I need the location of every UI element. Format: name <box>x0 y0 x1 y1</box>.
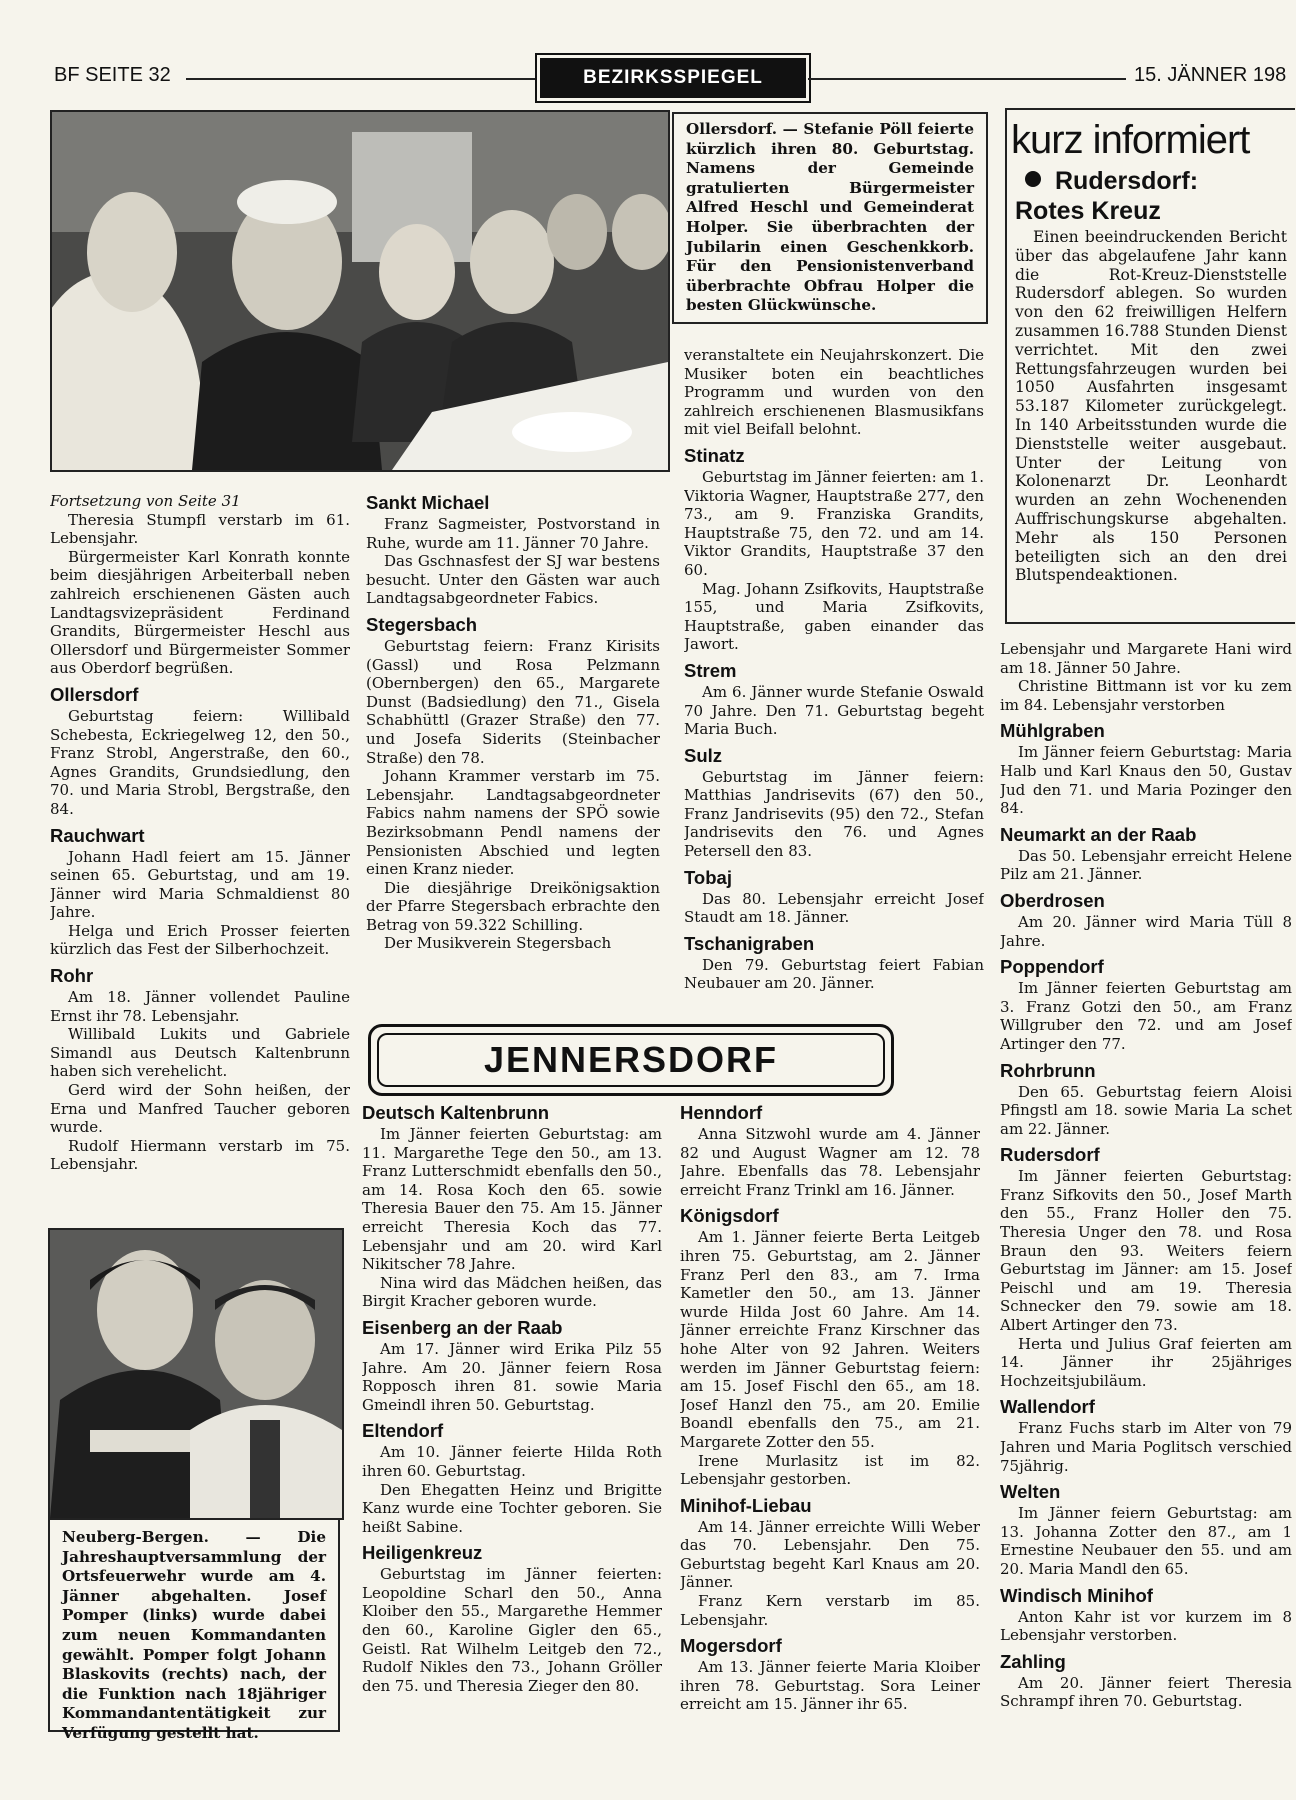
header-rule-right <box>808 78 1126 80</box>
section-label: BEZIRKSSPIEGEL <box>540 58 806 98</box>
column-6 <box>1000 640 1292 1730</box>
paragraph: Theresia Stumpfl verstarb im 61. Lebensjahr. <box>50 510 350 548</box>
kurz-heading2: Rotes Kreuz <box>1015 197 1161 225</box>
photo2-caption-text: Neuberg-Bergen. — Die Jahreshauptversammlung der Ortsfeuerwehr wurde am 4. Jänner abgehalten. Josef Pomper (links) wurde dabei zum neuen Kommandanten gewählt. Pomper folgt Johann Blaskovits (rechts) nach, der die Funktion nach 18jähriger Kommandantentätigkeit zur Verfügung gestellt hat. <box>62 1528 326 1742</box>
heading-rohrbrunn: Rohrbrunn <box>1000 1059 1096 1081</box>
heading-oberdrosen: Oberdrosen <box>1000 889 1105 911</box>
paragraph: Geburtstag im Jänner feiern: Matthias Jandrisevits (67) den 50., Franz Jandrisevits (95) den 72., Stefan Jandrisevits den 76. und Agnes Petersell den 83. <box>684 767 984 861</box>
heading-strem: Strem <box>684 659 737 681</box>
heading-rauchwart: Rauchwart <box>50 824 145 846</box>
paragraph: Am 20. Jänner wird Maria Tüll 8 Jahre. <box>1000 912 1292 950</box>
continuation-note: Fortsetzung von Seite 31 <box>50 492 241 510</box>
banner-title: JENNERSDORF <box>377 1033 885 1087</box>
paragraph: Franz Sagmeister, Postvorstand in Ruhe, wurde am 11. Jänner 70 Jahre. <box>366 515 660 552</box>
paragraph: Im Jänner feierten Geburtstag am 3. Franz Gotzi den 50., am Franz Willgruber den 72. und am Josef Artinger den 77. <box>1000 979 1292 1053</box>
paragraph: Im Jänner feierten Geburtstag: am 11. Margarethe Tege den 50., am 13. Franz Lutterschmidt ebenfalls den 50., am 14. Rosa Koch den 65. sowie Theresia Bauer den 75. Am 15. Jänner erreicht Theresia Koch das 77. Lebensjahr und am 20. wird Karl Nikitscher 78 Jahre. <box>362 1125 662 1274</box>
paragraph: Am 17. Jänner wird Erika Pilz 55 Jahre. Am 20. Jänner feiern Rosa Ropposch ihren 81. sowie Maria Gmeindl ihren 50. Geburtstag. <box>362 1339 662 1414</box>
paragraph: Geburtstag im Jänner feierten: am 1. Viktoria Wagner, Hauptstraße 277, den 73., am 9. Franziska Grandits, Hauptstraße 75, den 72. und am 14. Viktor Grandits, Hauptstraße 37 den 60. <box>684 467 984 579</box>
birthday-photo-image <box>52 112 668 470</box>
heading-sulz: Sulz <box>684 744 723 766</box>
kurz-informiert-box <box>1005 108 1295 624</box>
heading-eisenberg: Eisenberg an der Raab <box>362 1316 563 1338</box>
paragraph: Am 10. Jänner feierte Hilda Roth ihren 60. Geburtstag. <box>362 1443 662 1480</box>
issue-date: 15. JÄNNER 198 <box>1134 64 1287 86</box>
heading-heiligenkreuz: Heiligenkreuz <box>362 1542 483 1564</box>
paragraph: Im Jänner feiern Geburtstag: am 13. Johanna Zotter den 87., am 1 Ernestine Neubauer den 55. und am 20. Maria Mandl den 65. <box>1000 1504 1292 1578</box>
heading-henndorf: Henndorf <box>680 1102 763 1123</box>
paragraph: Helga und Erich Prosser feierten kürzlich das Fest der Silberhochzeit. <box>50 921 350 959</box>
paragraph: Am 14. Jänner erreichte Willi Weber das 70. Lebensjahr. Den 75. Geburtstag begeht Karl Knaus am 20. Jänner. <box>680 1517 980 1592</box>
paragraph: Den Ehegatten Heinz und Brigitte Kanz wurde eine Tochter geboren. Sie heißt Sabine. <box>362 1480 662 1536</box>
kurz-title: kurz informiert <box>1011 118 1250 162</box>
heading-poppendorf: Poppendorf <box>1000 956 1104 978</box>
heading-tschanigraben: Tschanigraben <box>684 932 815 954</box>
paragraph: Christine Bittmann ist vor ku zem im 84. Lebensjahr verstorben <box>1000 677 1292 714</box>
paragraph: Geburtstag feiern: Willibald Schebesta, Eckriegelweg 12, den 50., Franz Strobl, Angerstraße, den 60., Agnes Grandits, Grundsiedlung, den 70. und Maria Strobl, Bergstraße, den 84. <box>50 706 350 818</box>
paragraph: Geburtstag im Jänner feierten: Leopoldine Scharl den 50., Anna Kloiber den 55., Margarethe Hemmer den 60., Karoline Gigler den 65., Geistl. Rat Wilhelm Leitgeb den 72., Rudolf Nikles den 73., Johann Gröller den 75. und Theresia Zieger den 80. <box>362 1565 662 1695</box>
paragraph: Franz Kern verstarb im 85. Lebensjahr. <box>680 1592 980 1629</box>
paragraph: Irene Murlasitz ist im 82. Lebensjahr gestorben. <box>680 1451 980 1489</box>
paragraph: Den 65. Geburtstag feiern Aloisi Pfingstl am 18. sowie Maria La schet am 22. Jänner. <box>1000 1082 1292 1138</box>
header-rule-left <box>186 78 536 80</box>
column-5 <box>680 1102 980 1722</box>
paragraph: Rudolf Hiermann verstarb im 75. Lebensjahr. <box>50 1136 350 1174</box>
paragraph: Den 79. Geburtstag feiert Fabian Neubauer am 20. Jänner. <box>684 955 984 993</box>
heading-rohr: Rohr <box>50 965 94 987</box>
photo1-caption <box>672 112 988 324</box>
bullet-icon <box>1025 171 1041 187</box>
paragraph: Das 80. Lebensjahr erreicht Josef Staudt am 18. Jänner. <box>684 889 984 927</box>
heading-tobaj: Tobaj <box>684 866 732 888</box>
heading-muehlgraben: Mühlgraben <box>1000 720 1105 742</box>
paragraph: veranstaltete ein Neujahrskonzert. Die Musiker boten ein beachtliches Programm und wurden von den zahlreich erschienenen Blasmusikfans mit viel Beifall belohnt. <box>684 346 984 439</box>
paragraph: Das Gschnasfest der SJ war bestens besucht. Unter den Gästen war auch Landtagsabgeordneter Fabics. <box>366 552 660 608</box>
paragraph: Am 18. Jänner vollendet Pauline Ernst ihr 78. Lebensjahr. <box>50 988 350 1025</box>
paragraph: Am 20. Jänner feiert Theresia Schrampf ihren 70. Geburtstag. <box>1000 1673 1292 1711</box>
paragraph: Mag. Johann Zsifkovits, Hauptstraße 155, und Maria Zsifkovits, Hauptstraße, gaben einander das Jawort. <box>684 579 984 654</box>
heading-ollersdorf: Ollersdorf <box>50 683 139 705</box>
paragraph: Johann Hadl feiert am 15. Jänner seinen 65. Geburtstag, und am 19. Jänner wird Maria Schmaldienst 80 Jahre. <box>50 847 350 922</box>
paragraph: Die diesjährige Dreikönigsaktion der Pfarre Stegersbach erbrachte den Betrag von 59.322 Schilling. <box>366 878 660 934</box>
paragraph: Am 1. Jänner feierte Berta Leitgeb ihren 75. Geburtstag, am 2. Jänner Franz Perl den 83., am 7. Irma Kametler den 50., am 13. Jänner wurde Hilda Jost 60 Jahre. Am 14. Jänner erreichte Franz Kirschner das hohe Alter von 92 Jahren. Weiters werden im Jänner Geburtstag feiern: am 15. Josef Fischl den 65., am 18. Josef Hanzl den 75., am 20. Emilie Boandl ebenfalls den 75., am 21. Margarete Zotter den 55. <box>680 1228 980 1451</box>
heading-stinatz: Stinatz <box>684 444 745 466</box>
jennersdorf-banner <box>368 1024 894 1096</box>
paragraph: Am 13. Jänner feierte Maria Kloiber ihren 78. Geburtstag. Sora Leiner erreicht am 15. Jänner ihr 65. <box>680 1658 980 1714</box>
kurz-heading1: Rudersdorf: <box>1055 167 1199 195</box>
paragraph: Johann Krammer verstarb im 75. Lebensjahr. Landtagsabgeordneter Fabics nahm namens der SPÖ sowie Bezirksobmann Pendl namens der Pensionisten Abschied und legten einen Kranz nieder. <box>366 767 660 879</box>
paragraph: Geburtstag feiern: Franz Kirisits (Gassl) und Rosa Pelzmann (Obernbergen) den 65., Margarete Dunst (Badsiedlung) den 71., Gisela Schabhüttl (Grazer Straße) den 77. und Josefa Siderits (Steinbacher Straße) den 78. <box>366 636 660 767</box>
heading-neumarkt: Neumarkt an der Raab <box>1000 823 1197 845</box>
column-1 <box>50 492 350 1218</box>
paragraph: Im Jänner feiern Geburtstag: Maria Halb und Karl Knaus den 50, Gustav Jud den 71. und Maria Pozinger den 84. <box>1000 743 1292 818</box>
paragraph: Gerd wird der Sohn heißen, der Erna und Manfred Taucher geboren wurde. <box>50 1081 350 1137</box>
paragraph: Franz Fuchs starb im Alter von 79 Jahren und Maria Poglitsch verschied 75jährig. <box>1000 1419 1292 1475</box>
paragraph: Anna Sitzwohl wurde am 4. Jänner 82 und August Wagner am 12. 78 Jahre. Ebenfalls das 78. Lebensjahr erreicht Franz Trinkl am 16. Jänner. <box>680 1125 980 1199</box>
paragraph: Nina wird das Mädchen heißen, das Birgit Kracher geboren wurde. <box>362 1273 662 1311</box>
heading-minihof-liebau: Minihof-Liebau <box>680 1494 812 1516</box>
heading-windisch-minihof: Windisch Minihof <box>1000 1584 1153 1606</box>
heading-welten: Welten <box>1000 1481 1061 1503</box>
photo-birthday-celebration <box>50 110 670 472</box>
heading-mogersdorf: Mogersdorf <box>680 1635 782 1657</box>
kurz-text: Einen beeindruckenden Bericht über das abgelaufene Jahr kann die Rot-Kreuz-Dienststelle Rudersdorf ablegen. So wurden von den 62 freiwilligen Helfern zusammen 16.788 Stunden Dienst verrichtet. Mit den zwei Rettungsfahrzeugen wurden bei 1050 Ausfahrten insgesamt 53.187 Kilometer zurückgelegt. In 140 Arbeitsstunden wurde die Dienststelle weiter ausgebaut. Unter der Leitung von Kolonenarzt Dr. Leonhardt wurden an zehn Wochenenden Auffrischungskurse abgehalten. Mehr als 150 Personen beteiligten sich an den drei Blutspendeaktionen. <box>1015 228 1287 585</box>
paragraph: Lebensjahr und Margarete Hani wird am 18. Jänner 50 Jahre. <box>1000 640 1292 677</box>
photo1-caption-text: Ollersdorf. — Stefanie Pöll feierte kürzlich ihren 80. Geburtstag. Namens der Gemeinde gratulierten Bürgermeister Alfred Heschl und Gemeinderat Holper. Sie überbrachten der Jubilarin einen Geschenkkorb. Für den Pensionistenverband überbrachte Obfrau Holper die besten Glückwünsche. <box>686 120 974 315</box>
heading-zahling: Zahling <box>1000 1650 1066 1672</box>
heading-rudersdorf: Rudersdorf <box>1000 1144 1100 1166</box>
photo-firefighters <box>48 1228 344 1520</box>
heading-wallendorf: Wallendorf <box>1000 1396 1095 1418</box>
column-3 <box>684 346 984 1000</box>
paragraph: Im Jänner feierten Geburtstag: Franz Sifkovits den 50., Josef Marth den 55., Franz Holler den 75. Theresia Unger den 78. und Rosa Braun den 93. Weiters feiern Geburtstag im Jänner: am 15. Josef Peischl und am 19. Theresia Schnecker den 79. sowie am 18. Albert Artinger den 73. <box>1000 1167 1292 1335</box>
heading-deutsch-kaltenbrunn: Deutsch Kaltenbrunn <box>362 1102 550 1123</box>
heading-koenigsdorf: Königsdorf <box>680 1205 779 1227</box>
page-number: BF SEITE 32 <box>54 64 171 86</box>
heading-sankt-michael: Sankt Michael <box>366 492 490 513</box>
paragraph: Willibald Lukits und Gabriele Simandl aus Deutsch Kaltenbrunn haben sich verehelicht. <box>50 1025 350 1081</box>
photo2-caption <box>48 1518 340 1742</box>
paragraph: Bürgermeister Karl Konrath konnte beim diesjährigen Arbeiterball neben zahlreich erschienenen Gästen auch Landtagsvizepräsident Ferdinand Grandits, Bürgermeister Heschl aus Ollersdorf und Bürgermeister Sommer aus Oberdorf begrüßen. <box>50 547 350 678</box>
firefighters-photo-image <box>50 1230 342 1518</box>
paragraph: Herta und Julius Graf feierten am 14. Jänner ihr 25jähriges Hochzeitsjubiläum. <box>1000 1334 1292 1390</box>
paragraph: Am 6. Jänner wurde Stefanie Oswald 70 Jahre. Den 71. Geburtstag begeht Maria Buch. <box>684 682 984 739</box>
heading-eltendorf: Eltendorf <box>362 1420 444 1442</box>
paragraph: Das 50. Lebensjahr erreicht Helene Pilz am 21. Jänner. <box>1000 846 1292 884</box>
column-4 <box>362 1102 662 1722</box>
paragraph: Der Musikverein Stegersbach <box>384 934 612 953</box>
paragraph: Anton Kahr ist vor kurzem im 8 Lebensjahr verstorben. <box>1000 1607 1292 1645</box>
heading-stegersbach: Stegersbach <box>366 613 478 635</box>
column-2 <box>366 492 660 1000</box>
